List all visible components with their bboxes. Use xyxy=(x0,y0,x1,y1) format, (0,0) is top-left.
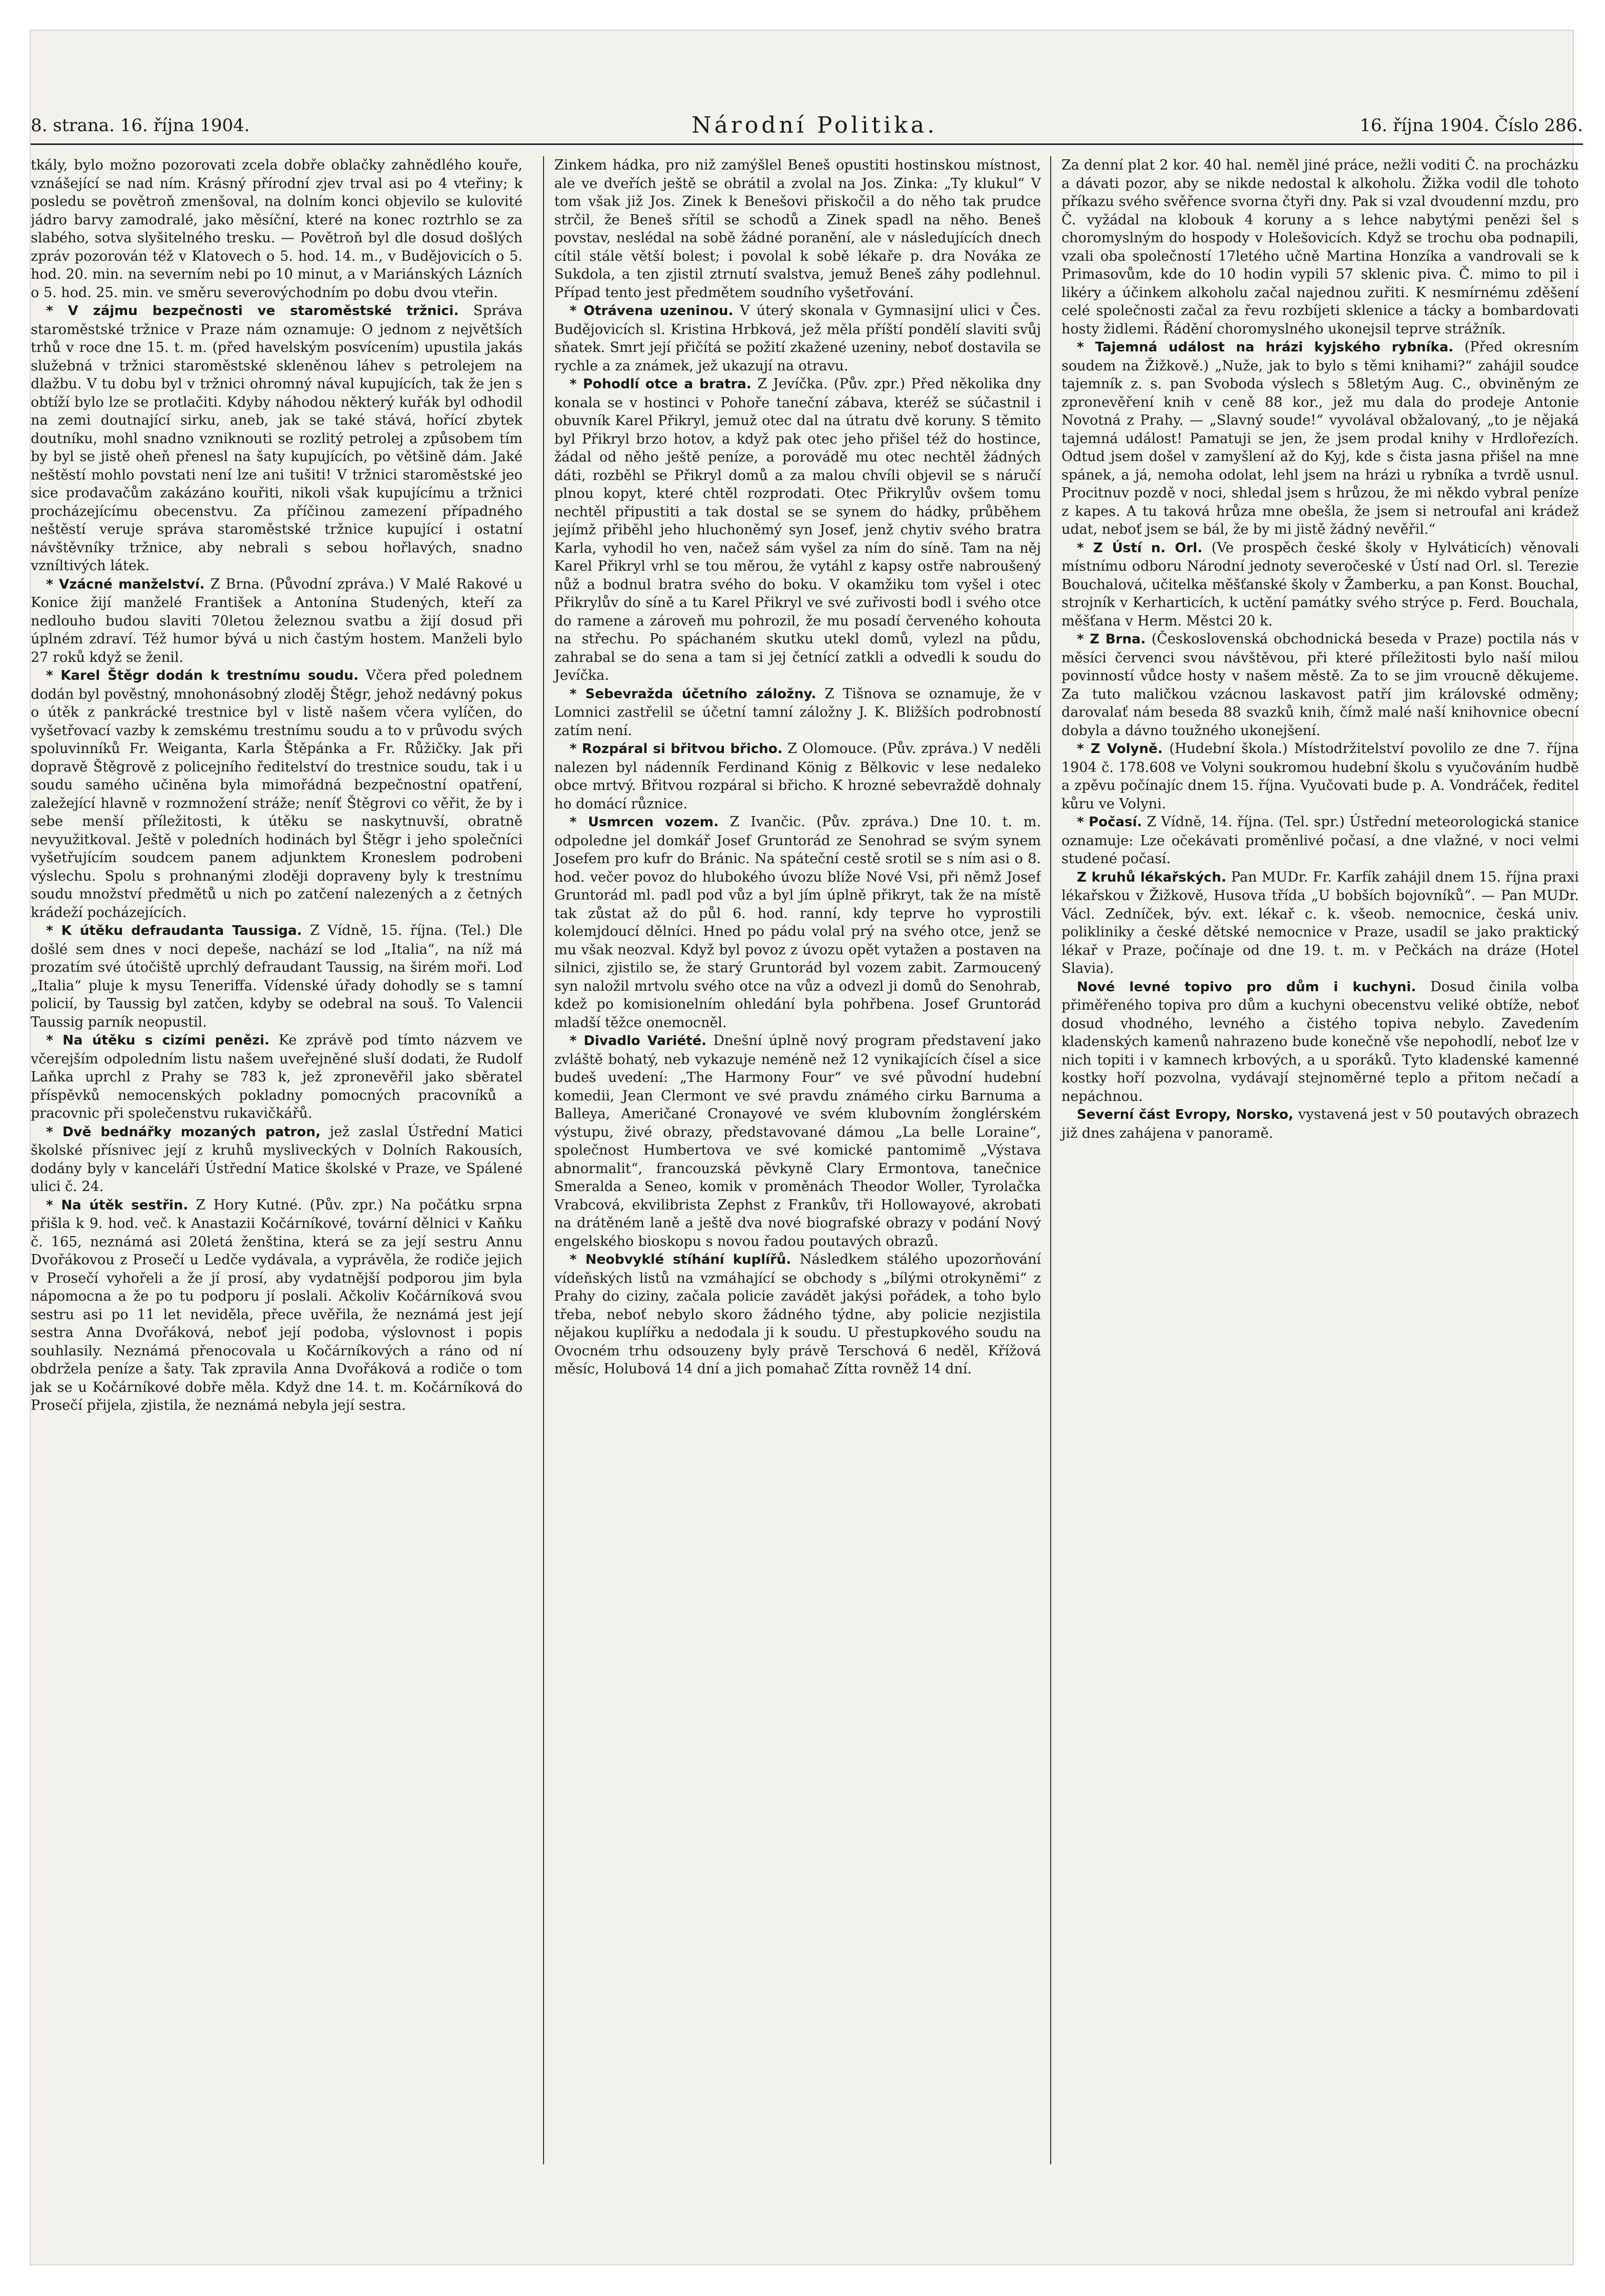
article-text: Zinkem hádka, pro niž zamýšlel Beneš opustiti hostinskou místnost, ale ve dveřích ještě se obrátil a zvolal na Jos. Zinka: „Ty klukul“ V tom však již Jos. Zinek k Benešovi přiskočil a do něho tak prudce strčil, že Beneš sřítil se schodů a Zinek spadl na něho. Beneš povstav, neslédal na sobě žádné poranění, ale v následujících dnech cítil stále větší bolest; i povolal k sobě lékaře p. dra Nováka ze Sukdola, a ten zjistil ztrnutí svalstva, jemuž Beneš záhy podlehnul. Případ tento jest předmětem soudního vyšetřování. xyxy=(554,157,1041,301)
article-heading: * Rozpáral si břitvou břicho. xyxy=(570,741,783,757)
article-text: Z Vídně, 14. října. (Tel. spr.) Ústřední meteorologická stanice oznamuje: Lze očekávati proměnlivé počasí, a dne vlažné, v noci velmi studené počasí. xyxy=(1061,814,1579,867)
article-heading: * Otrávena uzeninou. xyxy=(570,303,734,319)
article-heading: * Vzácné manželství. xyxy=(46,576,205,592)
article-text: (Ve prospěch české školy v Hylváticích) věnovali místnímu odboru Národní jednoty severočeské v Ústí nad Orl. sl. Terezie Bouchalová, učitelka měšťanské školy v Žamberku, a pan Konst. Bouchal, strojník v Kerharticích, k uctění památky svého strýce p. Ferd. Bouchala, měšťana v Herm. Městci 20 k. xyxy=(1061,539,1579,629)
article-text: (Československá obchodnická beseda v Praze) poctila nás v měsíci červenci svou návštěvou, při které příležitosti bylo naší milou povinností vůdce hosty v našem městě. Za to se jim vroucně děkujeme. Za tuto maličkou vzácnou laskavost patří jim královské odměny; darovalať nám besedа 88 svazků knih, čímž malé naší knihovnice obecní dobyla a dávno toužného ukonejšení. xyxy=(1061,631,1579,739)
article-text: Dnešní úplně nový program představení jako zvláště bohatý, neb vykazuje neméně než 12 vynikajících čísel a sice budeš uvedení: „The Harmony Four“ ve své původní hudební komedii, Jean Clermont ve své pravdu známého cirku Barnuma a Balleya, Američané Cronayové ve svém klubovním žonglérském výstupu, živé obrazy, představované dámou „La belle Loraine“, společnost Humbertova ve své komické pantomimě „Výstava abnormalit“, francouzská pěvkyně Clary Ermontova, tanečnice Smeralda a Seneo, komik v proměnách Theodor Woller, Tyrolačka Vrabcová, ekvilibrista Zephst z Frankův, tři Hollowayové, akrobati na drátěném laně a ještě dva nové biografské obrazy v podání Nový engelského bioskopu s novou řadou poutavých obrazů. xyxy=(554,1033,1041,1249)
article-text: Následkem stálého upozorňování vídeňských listů na vzmáhající se obchody s „bílými otrokyněmi“ z Prahy do ciziny, začala policie zavádět jakýsi pořádek, a toho bylo třeba, neboť nebylo skoro žádného týdne, aby policie nezjistila nějakou kuplířku a nedodala ji k soudu. U přestupkového soudu na Ovocném trhu odsouzeny byly právě Terschová 6 neděl, Křížová měsíc, Holubová 14 dní a jich pomahač Zítta rovněž 14 dní. xyxy=(554,1251,1041,1377)
article-text: Z Ivančic. (Pův. zpráva.) Dne 10. t. m. odpoledne jel domkář Josef Gruntorád ze Senohrad se svým synem Josefem pro kufr do Bránic. Na spáteční cestě srotil se s ním asi o 8. hod. večer povoz do hlubokého úvozu blíže Nové Vsi, při němž Josef Gruntorád ml. padl pod vůz a byl jím úplně přikryt, tak že na místě tak zůstat až do půl 6. hod. ranní, kdy teprve ho vyprostili kolemjdoucí dělníci. Hned po pádu volal prý na svého otce, jenž se mu však neozval. Když byl povoz z úvozu opět vytažen a postaven na silnici, zjistilo se, že starý Gruntorád byl vozem zabit. Zarmoucený syn naložil mrtvolu svého otce na vůz a odvezl ji domů do Senohrab, kdež po komisionelním ohledání byla pohřbena. Josef Gruntorád mladší těžce onemocněl. xyxy=(554,814,1041,1031)
article-heading: * V zájmu bezpečnosti ve staroměstské tržnici. xyxy=(46,303,459,319)
article-heading: * Z Brna. xyxy=(1077,632,1146,647)
article-text: Z Tišnova se oznamuje, že v Lomnici zastřelil se účetní tamní záložny J. K. Bližších podrobností zatím není. xyxy=(554,685,1041,739)
page-header xyxy=(31,108,1583,143)
header-left: 8. strana. 16. října 1904. xyxy=(31,115,250,136)
article-text: Správa staroměstské tržnice v Praze nám oznamuje: O jednom z největších trhů v roce dne 15. t. m. (před havelským posvícením) upustila jakás služebná v tržnici staroměstské skleněnou láhev s petrolejem na dlažbu. V tu dobu byl v tržnici ohromný nával kupujících, tak že jen s obtíží bylo lze se protlačiti. Kdyby náhodou některý kuřák byl odhodil na zemi doutnající sirku, aneb, jak se také stává, hořící zbytek doutníku, mohl snadno vzniknouti se rozlitý petrolej a způsobem tím by byl se jistě oheň přenesl na šaty kupujících, po většině dám. Jaké neštěstí mohlo povstati není lze ani tušiti! V tržnici staroměstské jeo sice prodavačům zakázáno kouřiti, nikoli však kupujícímu a tržnici procházejícímu obecenstvu. Za příčinou zamezení případného neštěstí veruje správa staroměstské tržnice kupující i ostatní návštěvníky tržnice, aby nebrali s sebou hořlavých, snadno vzníltivých látek. xyxy=(31,303,523,574)
article-text: Pan MUDr. Fr. Karfík zahájil dnem 15. října praxi lékařskou v Žižkově, Husova třída „U bobších bojovníků“. — Pan MUDr. Václ. Zedníček, býv. ext. lékař c. k. všeob. nemocnice, česká univ. polikliniky a české dětské nemocnice v Praze, usadil se jako praktický lékař v Praze, počínaje od dne 19. t. m. v Pečkách na dráze (Hotel Slavia). xyxy=(1061,869,1579,976)
article-text: Včera před polednem dodán byl pověstný, mnohonásobný zloděj Štěgr, jehož nedávný pokus o útěk z pankrácké trestnice byl v listě našem včera vylíčen, do vyšetřovací vazby k zemskému trestnímu soudu a to v průvodu svých spoluvinníků Fr. Weiganta, Karla Štěpánka a Fr. Růžičky. Jak při dopravě Štěgrově z policejního ředitelství do trestnice soudu, tak i u soudu samého učiněna byla mimořádná bezpečnostní opatření, zaležející hlavně v rozmnožení stráže; neníť Štěgrovi co věřit, že by i sebe menší příležitosti, k útěku se naskytnuvší, obratně nevyužitkoval. Ještě v poledních hodinách byl Štěgr i jeho společníci vyšetřujícím soudcem panem adjunktem Kroneslem podrobeni výslechu. Spolu s prohnanými zloději dopraveny byly k trestnímu soudu množství předmětů u nich po zatčení nalezených a z četných krádeží pocházejících. xyxy=(31,667,523,921)
header-right: 16. října 1904. Číslo 286. xyxy=(1360,115,1583,136)
article-text: vystavená jest v 50 poutavých obrazech již dnes zahájena v panoramě. xyxy=(1061,1107,1579,1141)
article-heading: * Počasí. xyxy=(1077,815,1142,830)
article-heading: * Z Ústí n. Orl. xyxy=(1077,540,1203,556)
article-text: Z Brna. (Původní zpráva.) V Malé Rakové u Konice žijí manželé František a Antonína Studených, kteří za nedlouho budou slaviti 70letou železnou svatbu a žijí dosud při úplném zdraví. Též humor bývá u nich častým hostem. Manželi bylo 27 roků když se ženil. xyxy=(31,576,523,665)
article-text: jež zaslal Ústřední Matici školské přísnivec její z kruhů mysliveckých v Dolních Rakousích, dodány byly v kanceláři Ústřední Matice školské v Praze, ve Spálené ulici č. 24. xyxy=(31,1123,523,1195)
article-heading: * Neobvyklé stíhání kuplířů. xyxy=(570,1252,791,1267)
article-heading: * Usmrcen vozem. xyxy=(570,815,719,830)
article-text: Z Olomouce. (Pův. zpráva.) V neděli nalezen byl nádenník Ferdinand König z Bělkovic v lese nedaleko obce mrtvý. Břitvou rozpáral si břicho. K hrozné sebevraždě dohnaly ho domácí různice. xyxy=(554,741,1041,812)
article-text: (Před okresním soudem na Žižkově.) „Nuže, jak to bylo s těmi knihami?“ zahájil soudce tajemník z. s. pan Svoboda výslech s 58letým Aug. C., obviněným ze zpronevěření knih v ceně 88 kor., jež mu dala do prodeje Antonie Novotná z Prahy. — „Slavný soude!“ vyvolával obžalovaný, „to je nějaká tajemná událost! Pamatuji se jen, že jsem prodal knihy v Hrdlořezích. Odtud jsem došel v zamyšlení až do Kyj, kde s čista jasna přišel na mne spánek, a já, nemoha odolat, lehl jsem na hrázi u rybníka a tvrdě usnul. Procitnuv pozdě v noci, shledal jsem s hrůzou, že mi někdo vybral peníze z kapes. A tu taková hrůza mne obešla, že jsem si netroufal ani krádež udat, neboť jsem se bál, že by mi jistě žádný nevěřil.“ xyxy=(1061,339,1579,537)
article-heading: * Divadlo Variété. xyxy=(570,1033,707,1049)
article-text: V úterý skonala v Gymnasijní ulici v Čes. Budějovicích sl. Kristina Hrbková, jež měla příští pondělí slaviti svůj sňatek. Smrt její přičítá se požití zkažené uzeniny, neboť dostavila se rychle a za známek, jež ukazují na otravu. xyxy=(554,303,1041,374)
article-heading: * Dvě bednářky mozaných patron, xyxy=(46,1124,321,1140)
column-1 xyxy=(31,156,523,2164)
article-text: Ke zprávě pod tímto názvem ve včerejším odpoledním listu našem uveřejněné sluší dodati, že Rudolf Laňka uprchl z Prahy se 783 k, jež zpronevěřil jako sběratel příspěvků nemocenských pokladny pomocných pracovníků a pracovnic při společenstvu rukavičkářů. xyxy=(31,1032,523,1121)
article-heading: * Karel Štěgr dodán k trestnímu soudu. xyxy=(46,668,359,683)
column-2 xyxy=(543,156,1041,2164)
article-heading: Severní část Evropy, Norsko, xyxy=(1077,1107,1294,1122)
article-text: Z Jevíčka. (Pův. zpr.) Před několika dny konala se v hostinci v Pohoře taneční zábava, kteréž se súčastnil i obuvník Karel Přikryl, jemuž otec dal na útratu dvě koruny. S těmito byl Přikryl brzo hotov, a když pak otec jeho přišel též do hostince, žádal od něho ještě peníze, a porovádě mu otec nechtěl žádných dáti, rozběhl se Přikryl domů a za malou chvíli objevil se s náručí plnou kopyt, které chtěl rozprodati. Otec Přikrylův ovšem tomu nechtěl připustiti a tak dostal se se synem do hádky, průběhem jejímž přiběhl jeho hluchoněmý syn Josef, jenž chytiv svého bratra Karla, vyhodil ho ven, načež sám vyšel za ním do síně. Tam na něj Karel Přikryl vrhl se tou měrou, že vytáhl z kapsy ostře nabroušený nůž a bodnul bratra svého do boku. V okamžiku tom vyšel i otec Přikrylův do síně a tu Karel Přikryl ve své zuřivosti bodl i svého otce do ramene a zároveň mu pohrozil, že mu posadí červeného kohouta na střechu. Po spáchaném skutku utekl domů, vylezl na půdu, zahrabal se do sena a tam si jej četnící zatkli a odvedli k soudu do Jevíčka. xyxy=(554,376,1041,683)
article-heading: * Pohodlí otce a bratra. xyxy=(570,377,752,392)
article-text: (Hudební škola.) Místodržitelství povolilo ze dne 7. října 1904 č. 178.608 ve Volyni soukromou hudební školu s vyučováním hudbě a zpěvu počínajíc dnem 15. října. Vyučovati bude p. A. Vondráček, ředitel kůru ve Volyni. xyxy=(1061,741,1579,812)
article-heading: * Na útěku s cizími penězi. xyxy=(46,1033,269,1048)
article-heading: * Z Volyně. xyxy=(1077,741,1163,757)
column-3 xyxy=(1050,156,1579,2164)
article-heading: Nové levné topivo pro dům i kuchyni. xyxy=(1077,979,1416,995)
article-heading: Z kruhů lékařských. xyxy=(1077,869,1226,885)
article-heading: * K útěku defraudanta Taussiga. xyxy=(46,923,302,938)
article-text: tkály, bylo možno pozorovati zcela dobře oblačky zahnědlého kouře, vznášející se nad ním. Krásný přírodní zjev trval asi po 4 vteřiny; k posledu se povětroň zmenšoval, na dolním konci objevilo se kulovité jádro barvy zamodralé, jako měsíční, které na konec roztrhlo se za slabého, sotva slyšitelného tresku. — Povětroň byl dle dosud došlých zpráv pozorován též v Klatovech o 5. hod. 14. m., v Budějovicích o 5. hod. 20. min. na severním nebi po 10 minut, a v Mariánských Lázních o 5. hod. 25. min. ve směru severovýchodním po dobu dvou vteřin. xyxy=(31,157,523,301)
masthead-title: Národní Politika. xyxy=(692,112,937,138)
article-heading: * Na útěk sestřin. xyxy=(46,1197,189,1213)
article-text: Za denní plat 2 kor. 40 hal. neměl jiné práce, nežli voditi Č. na procházku a dávati pozor, aby se nikde nedostal k alkoholu. Žižka vodil dle tohoto příkazu svého svěřence svorna čtyři dny. Pak si vzal dvoudenní mzdu, pro Č. vyžádal na klobouk 4 koruny a s lehce nabytými penězi šel s choromyslným do hospody v Holešovicích. Když se trochu oba podnapili, vzali oba společností 17letého učně Martina Honzíka a vandrovali se k Primasovům, kde do 10 hodin vypili 57 sklenic piva. Č. mimo to pil i likéry a účinkem alkoholu začal najednou zuřiti. K nesmírnému zděšení celé společnosti začal za řevu rozbíjeti sklenice a tácky a bombardovati hosty židlemi. Řádění choromyslného ukonejsil teprve strážník. xyxy=(1061,157,1579,337)
header-rule xyxy=(31,143,1583,145)
article-heading: * Tajemná událost na hrázi kyjského rybníka. xyxy=(1077,340,1454,355)
article-heading: * Sebevražda účetního záložny. xyxy=(570,686,817,702)
article-text: Dosud činila volba přiměřeného topiva pro dům a kuchyni obecenstvu veliké obtíže, neboť dosud vhodného, levného a čistého topiva nebylo. Zavedením kladenských kamenů nahrazeno bude konečně vše nepohodlí, neboť lze v nich topiti i v kamnech krbových, a u sporáků. Tyto kladenské kamenné kostky hoří pozvolna, vydávají stejnoměrné teplo a přitom nečadí a nepáchnou. xyxy=(1061,978,1579,1104)
article-text: Z Vídně, 15. října. (Tel.) Dle došlé sem dnes v noci depeše, nachází se lod „Italia“, na níž má prozatím své útočiště uprchlý defraudant Taussig, na širém moři. Loď „Italia“ pluje k mysu Teneriffa. Vídenské úřady dohodly se s tamní policií, by Taussig byl zatčen, kdyby se odebral na souš. To Valencii Taussig parník neopustil. xyxy=(31,923,523,1030)
article-text: Z Hory Kutné. (Pův. zpr.) Na počátku srpna přišla k 9. hod. več. k Anastazii Kočárníkové, tovární dělnici v Kaňku č. 165, neznámá asi 20letá ženština, která se za její sestru Annu Dvořákovou z Prosečí u Ledče vydávala, a vyprávěla, že rodiče jejich v Prosečí vyhořeli a že jí prosí, aby vydatnější podporou jim byla nápomocna a že po tu podporu jí poslali. Ačkoliv Kočárníková svou sestru asi po 11 let neviděla, přece uvěřila, že neznámá jest její sestra Anna Dvořáková, neboť její podoba, výslovnost i popis souhlasily. Neznámá přenocovala u Kočárníkových a ráno od ní obdržela peníze a šaty. Tak zpravila Anna Dvořáková a rodiče o tom jak se u Kočárníkové dobře měla. Když dne 14. t. m. Kočárníková do Prosečí přijela, zjistila, že neznámá nebyla její sestra. xyxy=(31,1197,523,1413)
